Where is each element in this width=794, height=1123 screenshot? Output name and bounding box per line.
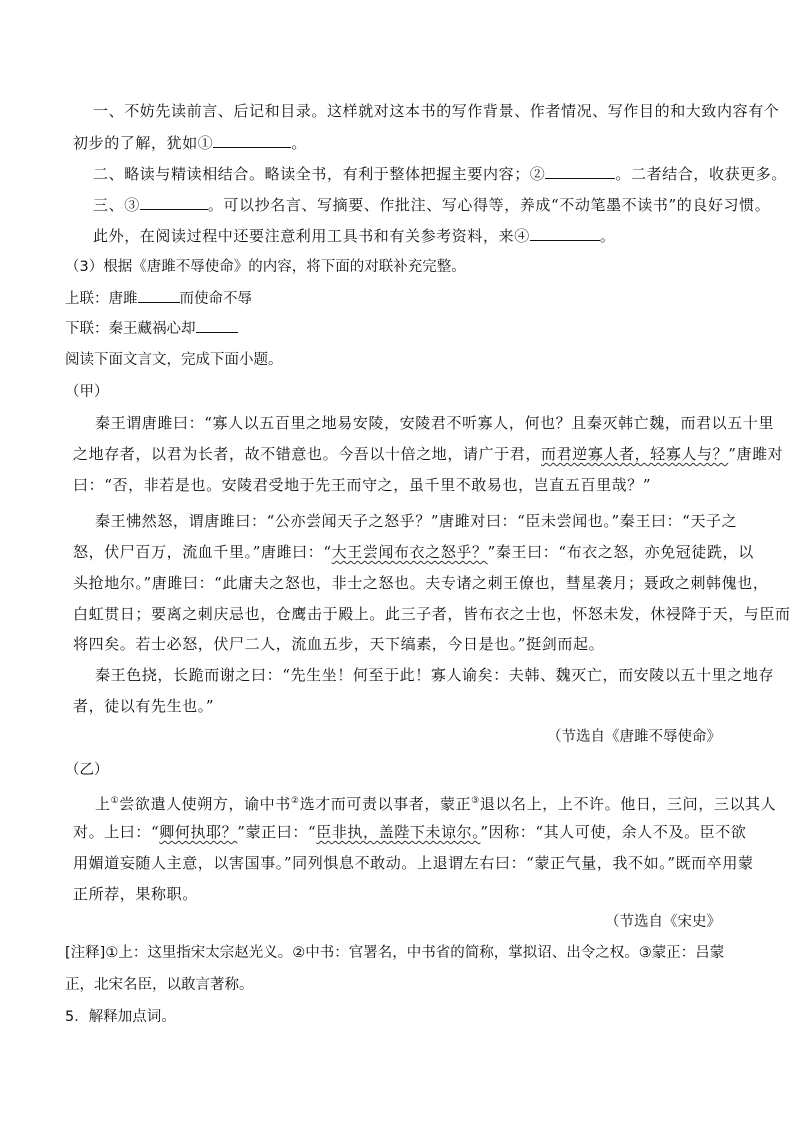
q3-prompt: （3）根据《唐雎不辱使命》的内容，将下面的对联补充完整。 [65,259,466,275]
yi-source: （节选自《宋史》 [605,914,721,930]
underlined-sentence: 卿何执耶？ [159,823,238,841]
jia-line: 秦王谓唐雎曰：“寡人以五百里之地易安陵，安陵君不听寡人，何也？且秦灭韩亡魏，而君以五十里 [95,414,775,432]
note-marker: ③ [471,796,480,806]
yi-line: 上①尝欲遣人使朔方，谕中书②选才而可责以事者，蒙正③退以名上，上不许。他日，三问，三以其人 [95,795,777,813]
jia-line: 白虹贯日；要离之刺庆忌也，仓鹰击于殿上。此三子者，皆布衣之士也，怀怒未发，休祲降于天，与臣而 [73,605,791,623]
jia-line: 者，徒以有先生也。” [73,697,215,715]
answer-blank-4[interactable] [530,226,600,241]
passage-yi-label: （乙） [65,762,109,778]
method-line-3: 三、③ 。可以抄名言、写摘要、作批注、写心得等，养成“不动笔墨不读书”的良好习惯。 [93,196,771,214]
question-5: 5．解释加点词。 [65,1009,176,1025]
annotation-line-1: [注释]①上：这里指宋太宗赵光义。②中书：官署名，中书省的简称，掌拟诏、出令之权。③蒙正：吕蒙 [65,945,725,961]
method-line-4: 此外，在阅读过程中还要注意利用工具书和有关参考资料，来④ 。 [93,227,616,245]
passage-jia-label: （甲） [65,384,109,400]
jia-line: 秦王怫然怒，谓唐雎曰：“公亦尝闻天子之怒乎？”唐雎对曰：“臣未尝闻也。”秦王曰：“天子之 [95,512,738,530]
lower-couplet: 下联：秦王藏祸心却 [65,318,238,339]
note-marker: ② [290,796,300,806]
jia-source: （节选自《唐雎不辱使命》 [547,729,721,745]
method-line-2: 二、略读与精读相结合。略读全书，有利于整体把握主要内容；② 。二者结合，收获更多。 [93,165,788,183]
underlined-sentence: 臣非执，盖陛下未谅尔。 [316,823,481,841]
underlined-sentence: 而君逆寡人者，轻寡人与？ [541,445,729,463]
annotation-line-2: 正，北宋名臣，以敢言著称。 [65,977,254,993]
method-line-1a: 一、不妨先读前言、后记和目录。这样就对这本书的写作背景、作者情况、写作目的和大致内容有个 [93,102,780,120]
answer-blank-1[interactable] [213,133,291,148]
upper-couplet: 上联：唐雎 而使命不辱 [65,288,252,309]
answer-blank-3[interactable] [140,195,208,210]
note-marker: ① [110,796,120,806]
reading-intro: 阅读下面文言文，完成下面小题。 [65,352,283,368]
jia-line: 头抢地尔。”唐雎曰：“此庸夫之怒也，非士之怒也。夫专诸之刺王僚也，彗星袭月；聂政之刺韩傀也， [73,574,769,592]
answer-blank-2[interactable] [545,164,615,179]
couplet-blank-lower[interactable] [196,318,238,333]
underlined-sentence: 大王尝闻布衣之怒乎？ [331,543,488,561]
jia-line: 将四矣。若士必怒，伏尸二人，流血五步，天下缟素，今日是也。”挺剑而起。 [73,635,605,653]
jia-line: 秦王色挠，长跪而谢之曰：“先生坐！何至于此！寡人谕矣：夫韩、魏灭亡，而安陵以五十里之地存 [95,666,775,684]
yi-line: 正所荐，果称职。 [73,885,198,903]
yi-line: 对。上曰：“卿何执耶？”蒙正曰：“臣非执，盖陛下未谅尔。”因称：“其人可使，余人不及。臣不欲 [73,823,747,841]
jia-line: 之地存者，以君为长者，故不错意也。今吾以十倍之地，请广于君，而君逆寡人者，轻寡人与？”唐雎对 [73,445,784,463]
method-line-1b: 初步的了解，犹如① 。 [73,134,308,152]
jia-line: 怒，伏尸百万，流血千里。”唐雎曰：“大王尝闻布衣之怒乎？”秦王曰：“布衣之怒，亦免冠徒跣，以 [73,543,754,561]
couplet-blank-upper[interactable] [138,288,180,303]
jia-line: 曰：“否，非若是也。安陵君受地于先王而守之，虽千里不敢易也，岂直五百里哉？” [73,476,652,494]
yi-line: 用媚道妄随人主意，以害国事。”同列惧息不敢动。上退谓左右曰：“蒙正气量，我不如。”既而卒用蒙 [73,854,754,872]
